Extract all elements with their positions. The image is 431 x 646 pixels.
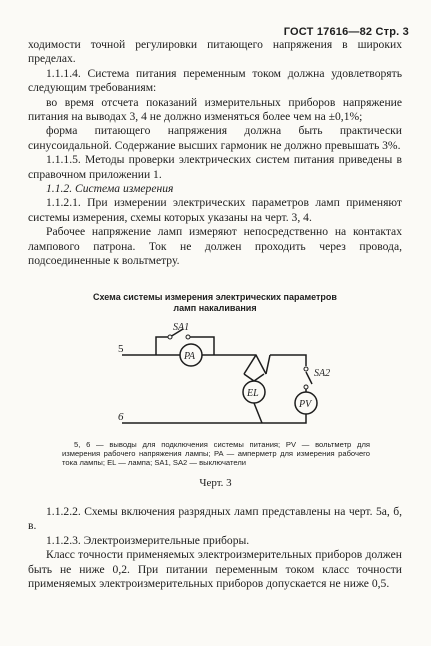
paragraph: Рабочее напряжение ламп измеряют непосредственно на контактах лампового патрона. Ток не должен проходить через провода, подсоединенные к вольтметру.: [28, 225, 402, 268]
text-block-bottom: [28, 505, 402, 591]
paragraph: 1.1.2.1. При измерении электрических параметров ламп применяют системы измерения, схемы которых указаны на черт. 3, 4.: [28, 196, 402, 224]
paragraph: Класс точности применяемых электроизмерительных приборов должен быть не ниже 0,2. При питании переменным током класс точности применяемых электроизмерительных приборов допускается не ниже 0,5.: [28, 548, 402, 591]
sa2-label: SA2: [314, 368, 331, 379]
schema-title: Схема системы измерения электрических параметров ламп накаливания: [93, 292, 337, 313]
paragraph: во время отсчета показаний измерительных приборов напряжение питания на выводах 3, 4 не должно изменяться более чем на ±0,1%;: [28, 95, 402, 124]
pa-label: PA: [184, 351, 195, 362]
section-heading: 1.1.2. Система измерения: [46, 182, 174, 196]
sa1-label: SA1: [173, 322, 190, 333]
switch-contact: [186, 335, 190, 339]
switch-contact: [304, 385, 308, 389]
page-header: ГОСТ 17616—82 Стр. 3: [283, 26, 409, 38]
paragraph: 1.1.2.3. Электроизмерительные приборы.: [46, 533, 250, 547]
paragraph: ходимости точной регулировки питающего напряжения в широких пределах.: [28, 38, 402, 66]
wire: [266, 355, 270, 374]
paragraph: 1.1.1.5. Методы проверки электрических систем питания приведены в справочном приложении 1.: [28, 153, 402, 181]
wire: [244, 355, 256, 374]
el-label: EL: [247, 388, 259, 399]
switch-sa2: [306, 372, 312, 384]
wire: [156, 337, 170, 355]
figure-legend: 5, 6 — выводы для подключения системы питания; PV — вольтметр для измерения рабочего напряжения лампы; PA — амперметр для измерения рабочего тока лампы; EL — лампа; SA1, SA2 — выключатели: [62, 440, 370, 468]
wire: [262, 414, 306, 423]
paragraph: форма питающего напряжения должна быть практически синусоидальной. Содержание высших гармоник не должно превышать 3%.: [28, 124, 402, 152]
wire: [232, 355, 266, 374]
wire: [270, 355, 306, 366]
figure-label: Черт. 3: [199, 477, 232, 489]
terminal-5-label: 5: [118, 343, 124, 355]
paragraph: 1.1.2.2. Схемы включения разрядных ламп представлены на черт. 5а, б, в.: [28, 505, 402, 533]
wire: [254, 403, 262, 423]
wire: [244, 374, 254, 381]
pv-label: PV: [299, 399, 312, 410]
switch-contact: [304, 367, 308, 371]
switch-contact: [168, 335, 172, 339]
paragraph: 1.1.1.4. Система питания переменным током должна удовлетворять следующим требованиям:: [28, 66, 402, 95]
terminal-6-label: 6: [118, 411, 124, 423]
wire: [254, 374, 264, 381]
